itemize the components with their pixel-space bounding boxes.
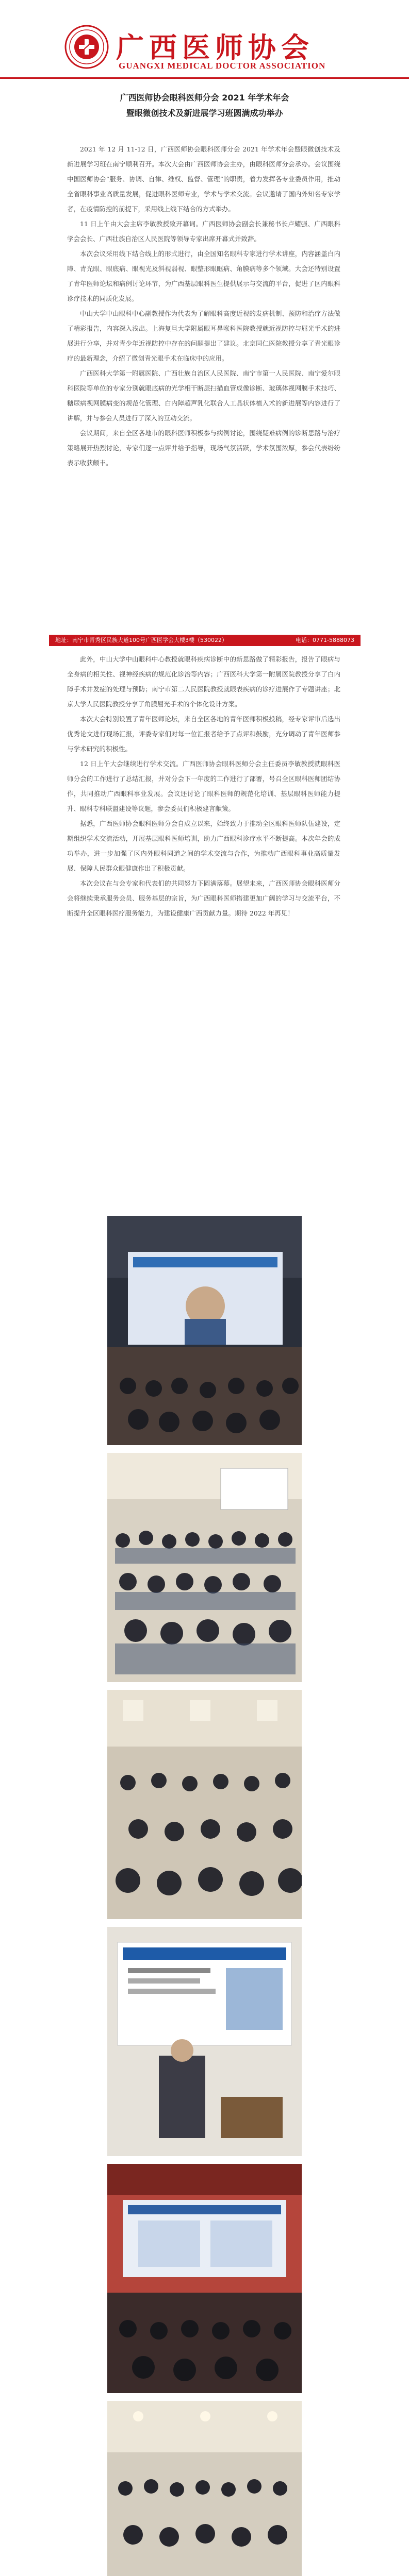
photo-audience-2: [107, 1690, 302, 1919]
org-name-en: GUANGXI MEDICAL DOCTOR ASSOCIATION: [119, 61, 326, 71]
photo-lecture-1: [107, 1216, 302, 1445]
contact-band: [49, 635, 361, 646]
photo-lecture-2: [107, 1927, 302, 2156]
article-body-part-1: [67, 142, 340, 470]
contact-address: 地址：南宁市青秀区民族大道100号广西医学会大楼3楼（530022）: [55, 637, 227, 643]
org-name-cn: 广西医师协会: [116, 31, 314, 64]
association-seal-logo: [64, 25, 109, 69]
paragraph: 本次大会特别设置了青年医师论坛，来自全区各地的青年医师积极投稿，经专家评审后选出优秀论文进行现场汇报，评委专家们对每一位汇报者给予了点评和鼓励，充分调动了青年医师参与学术研究的积极性。: [67, 715, 340, 753]
paragraph: 此外，中山大学中山眼科中心教授就眼科疾病诊断中的新思路做了精彩报告，报告了眼病与全身病的相关性、视神经疾病的规范化诊治等内容；广西医科大学第一附属医院教授分享了白内障手术并发症的处理与预防；南宁市第二人民医院教授就眼表疾病的诊疗进展作了专题讲座；北京大学人民医院教授分享了角膜屈光手术的个体化设计方案。: [67, 655, 340, 708]
photo-audience-3: [107, 2401, 302, 2576]
article-body-part-2: [67, 652, 340, 921]
header: [0, 0, 409, 77]
paragraph: 本次会议采用线下结合线上的形式进行，由全国知名眼科专家进行学术讲座，内容涵盖白内障、青光眼、眼底病、眼视光及斜视弱视、眼整形眼眶病、角膜病等多个领域。大会还特别设置了青年医师论坛和病例讨论环节，为广西基层眼科医生提供展示与交流的平台，促进了区内眼科诊疗技术的同质化发展。: [67, 250, 340, 302]
paragraph: 广西医科大学第一附属医院、广西壮族自治区人民医院、南宁市第一人民医院、南宁爱尔眼科医院等单位的专家分别就眼底病的光学相干断层扫描血管成像诊断、玻璃体视网膜手术技巧、糖尿病视网膜病变的规范化管理、白内障超声乳化联合人工晶状体植入术的新进展等内容进行了讲解，并与参会人员进行了深入的互动交流。: [67, 369, 340, 422]
paragraph: 会议期间，来自全区各地市的眼科医师积极参与病例讨论，围绕疑难病例的诊断思路与治疗策略展开热烈讨论，专家们逐一点评并给予指导，现场气氛活跃，学术氛围浓厚，参会代表纷纷表示收获颇丰。: [67, 429, 340, 467]
title-line-2: 暨眼微创技术及新进展学习班圆满成功举办: [126, 108, 283, 118]
photo-stage: [107, 2164, 302, 2393]
paragraph: 据悉，广西医师协会眼科医师分会自成立以来，始终致力于推动全区眼科医师队伍建设，定期组织学术交流活动，开展基层眼科医师培训，助力广西眼科诊疗水平不断提高。本次年会的成功举办，进一步加强了区内外眼科同道之间的学术交流与合作，为推动广西眼科事业高质量发展、保障人民群众眼健康作出了积极贡献。: [67, 820, 340, 872]
article-title: [31, 90, 378, 121]
paragraph: 本次会议在与会专家和代表们的共同努力下圆满落幕。展望未来，广西医师协会眼科医师分会将继续秉承服务会员、服务基层的宗旨，为广西眼科医师搭建更加广阔的学习与交流平台，不断提升全区眼科医疗服务能力，为建设健康广西贡献力量。期待 2022 年再见！: [67, 879, 340, 917]
paragraph: 2021 年 12 月 11-12 日，广西医师协会眼科医师分会 2021 年学术年会暨眼微创技术及新进展学习班在南宁顺利召开。本次大会由广西医师协会主办，由眼科医师分会承办。会议围绕中国医师协会“服务、协调、自律、维权、监督、管理”的职责，着力发挥各专业委员作用，推动全省眼科事业高质量发展，促进眼科医师专业，学术与学术交流。会议邀请了国内外知名专家学者，在疫情防控的前提下，采用线上线下结合的方式举办。: [67, 145, 340, 213]
paragraph: 12 日上午大会继续进行学术交流。广西医师协会眼科医师分会主任委员李敏教授就眼科医师分会的工作进行了总结汇报，并对分会下一年度的工作进行了部署，号召全区眼科医师团结协作，共同推动广西眼科事业发展。会议还讨论了眼科医师的规范化培训、基层眼科医师能力提升、眼科专科联盟建设等议题，参会委员们积极建言献策。: [67, 760, 340, 812]
header-divider: [0, 77, 409, 79]
title-line-1: 广西医师协会眼科医师分会 2021 年学术年会: [120, 93, 289, 103]
contact-phone: 电话：0771-5888073: [296, 637, 354, 643]
photo-audience-1: [107, 1453, 302, 1682]
paragraph: 11 日上午由大会主席李敏教授致开幕词。广西医师协会副会长兼秘书长卢耀强、广西眼科学会会长、广西壮族自治区人民医院等领导专家出席开幕式并致辞。: [67, 220, 340, 243]
paragraph: 中山大学中山眼科中心副教授作为代表为了解眼科高度近视的发病机制、预防和治疗方法做了精彩报告，内容深入浅出。上海复旦大学附属眼耳鼻喉科医院教授就近视防控与屈光手术的进展进行分享，并对青少年近视防控中存在的问题提出了建议。北京同仁医院教授分享了青光眼诊疗的最新理念，介绍了微创青光眼手术在临床中的应用。: [67, 310, 340, 362]
